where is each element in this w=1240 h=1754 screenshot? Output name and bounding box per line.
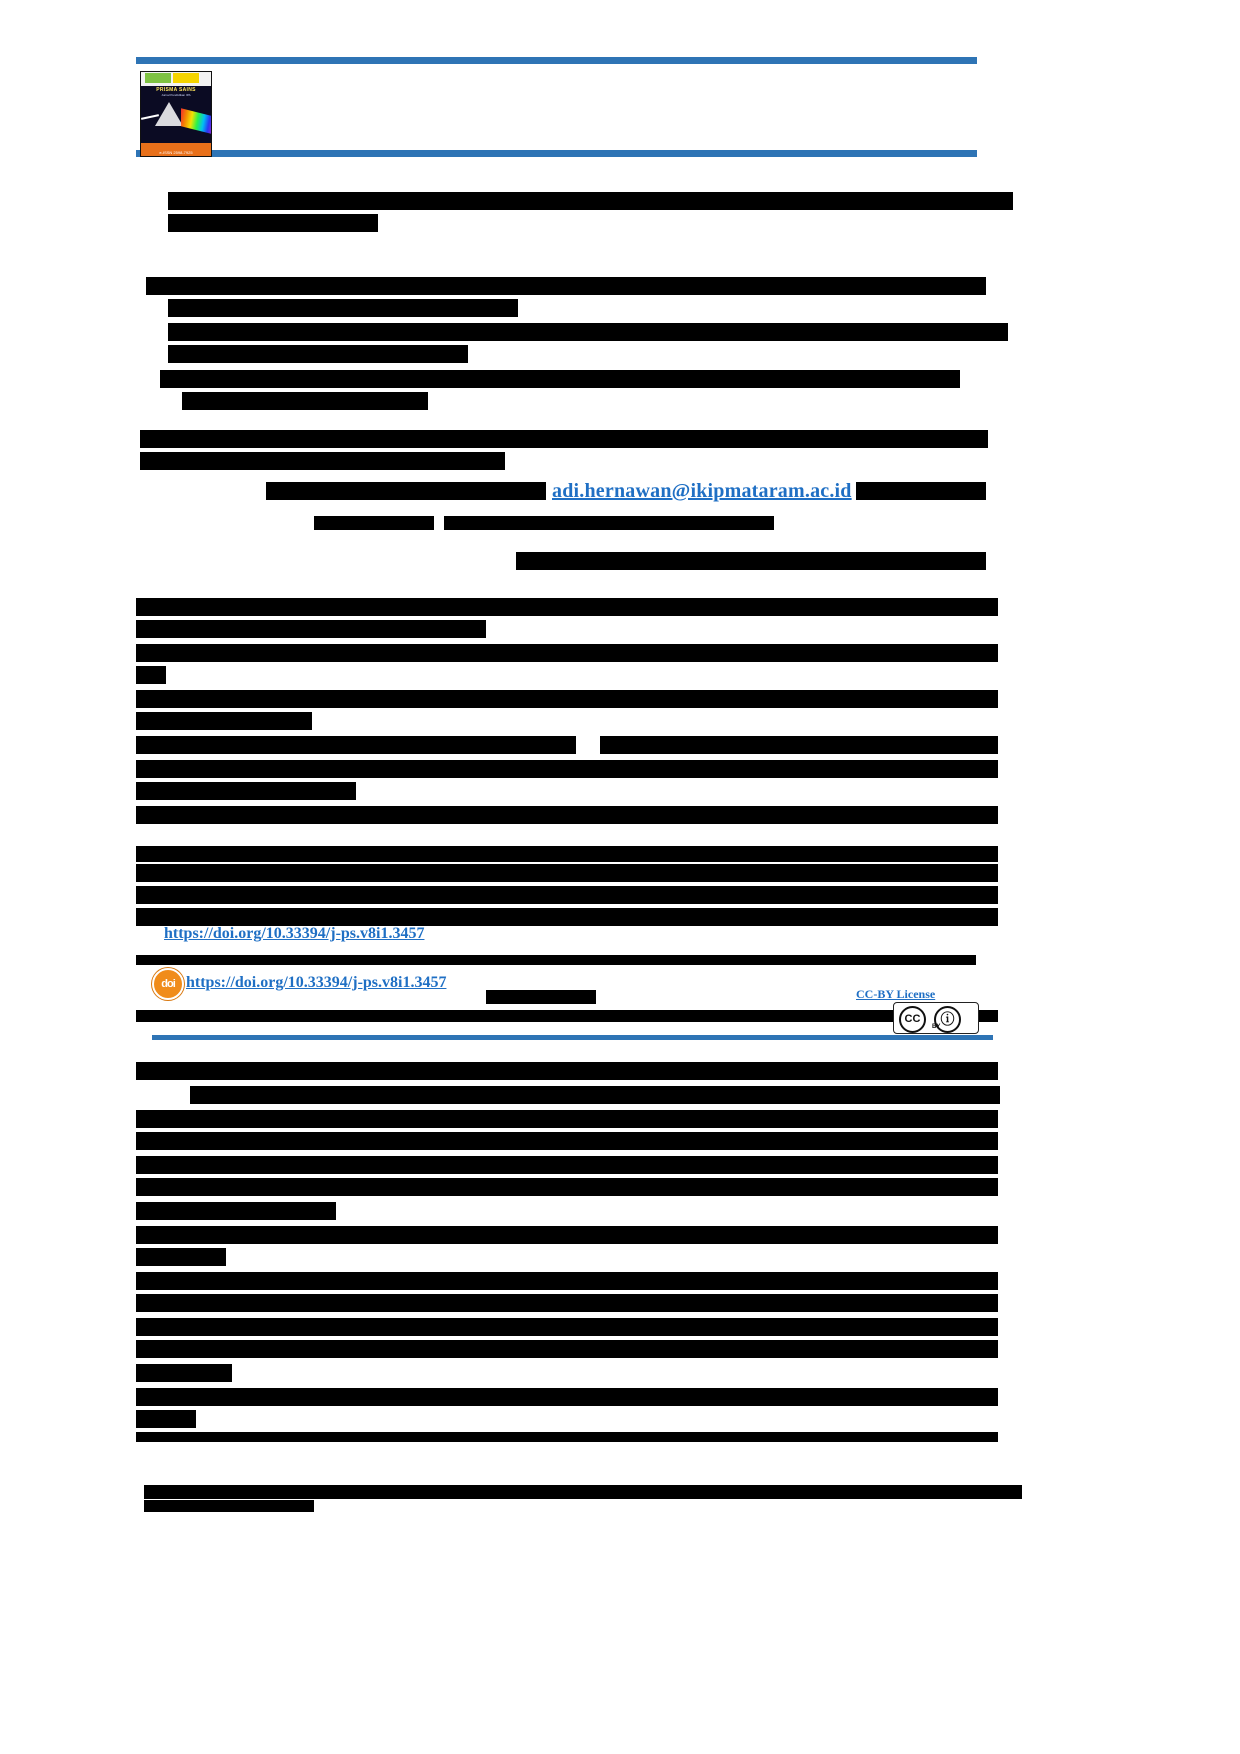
section-divider-rule [152,1035,993,1040]
text-line [136,1156,998,1174]
text-line [136,864,998,882]
text-line [136,886,998,904]
text-line [136,620,486,638]
text-line [136,1226,998,1244]
text-line [600,736,998,754]
text-line [136,806,998,824]
text-line [136,690,998,708]
logo-title: PRISMA SAINS [156,87,196,93]
spectrum-icon [181,108,211,133]
text-line [136,1202,336,1220]
logo-yellow-tab [173,73,199,83]
text-line [136,1340,998,1358]
text-line [136,1272,998,1290]
text-line [136,1294,998,1312]
text-line [144,1500,314,1512]
text-line [136,1110,998,1128]
header-bottom-rule [136,150,977,157]
text-line [136,1132,998,1150]
cc-by-label: BY [932,1024,941,1030]
text-line [168,299,518,317]
cc-license-link[interactable]: CC-BY License [856,987,936,1001]
logo-green-tab [145,73,171,83]
text-line [140,430,988,448]
text-line [136,644,998,662]
text-line [144,1485,1022,1499]
text-line [136,1318,998,1336]
corresponding-email-link[interactable]: adi.hernawan@ikipmataram.ac.id [552,480,852,502]
doi-link-secondary[interactable]: https://doi.org/10.33394/j-ps.v8i1.3457 [186,974,447,991]
text-line [168,214,378,232]
text-line [146,277,986,295]
text-line [444,516,774,530]
text-line [136,908,998,926]
text-line [160,370,960,388]
text-line [136,955,976,965]
cc-license-badge[interactable] [893,1002,979,1034]
journal-logo [140,71,212,157]
text-line [136,1432,998,1442]
text-line [266,482,546,500]
doi-link-primary[interactable]: https://doi.org/10.33394/j-ps.v8i1.3457 [164,925,425,942]
text-line [136,1178,998,1196]
text-line [136,712,312,730]
doi-badge-icon: doi [152,968,184,1000]
text-line [856,482,986,500]
text-line [140,452,505,470]
text-line [136,1062,998,1080]
header-top-rule [136,57,977,64]
text-line [136,1010,998,1022]
text-line [136,736,576,754]
text-line [182,392,428,410]
text-line [136,782,356,800]
text-line [136,598,998,616]
text-line [314,516,434,530]
text-line [136,1388,998,1406]
logo-footer-text: e-ISSN 2598-7925 [159,150,193,155]
text-line [168,345,468,363]
prism-icon [155,102,183,126]
text-line [136,1410,196,1428]
text-line [136,846,998,862]
text-line [136,760,998,778]
text-line [136,1248,226,1266]
cc-icon: CC [899,1006,926,1033]
text-line [516,552,986,570]
cc-by-person-icon: ⓘ [934,1006,961,1033]
text-line [168,323,1008,341]
text-line [136,666,166,684]
text-line [136,1364,232,1382]
text-line [168,192,1013,210]
logo-subtitle: Jurnal Pendidikan IPA [161,93,191,97]
text-line [486,990,596,1004]
text-line [190,1086,1000,1104]
